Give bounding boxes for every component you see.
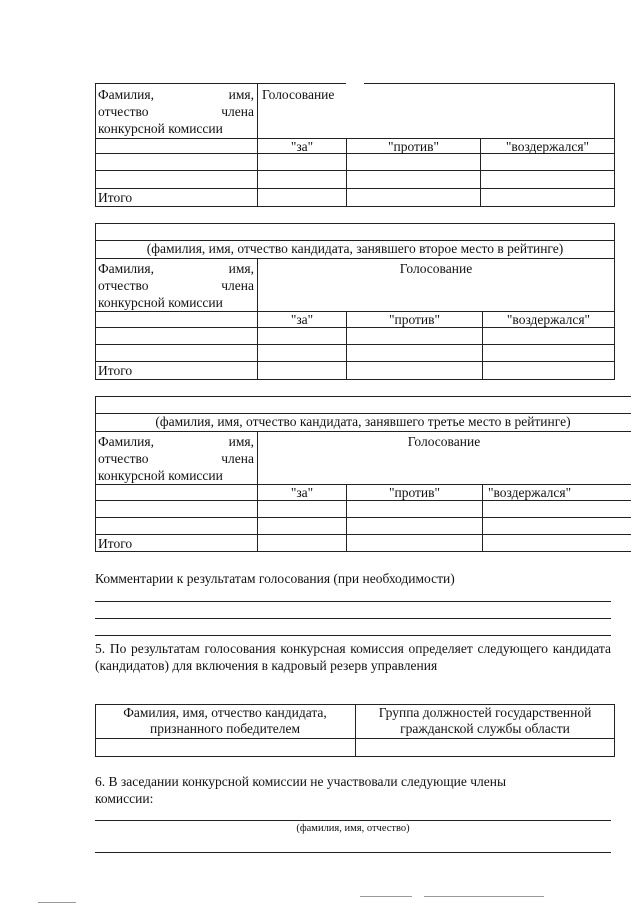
signature-line [95, 820, 611, 821]
comment-line [95, 618, 611, 619]
member-header-word: отчество [98, 104, 149, 119]
voting-label: Голосование [262, 87, 335, 102]
candidate-2-caption: (фамилия, имя, отчество кандидата, занявшего второе место в рейтинге) [146, 241, 564, 256]
vote-abstain-header: "воздержался" [505, 139, 590, 154]
total-label: Итого [98, 363, 133, 378]
comment-line [95, 635, 611, 636]
member-header-word: Фамилия, [98, 261, 154, 276]
section-6-text: 6. В заседании конкурсной комиссии не участвовали следующие члены комиссии: [95, 774, 507, 806]
member-header-word: члена [221, 451, 254, 466]
section-5-text: 5. По результатам голосования конкурсная комиссия определяет следующего кандидата (кандидатов) для включения в кадровый резерв управления [95, 641, 611, 673]
member-header-word: Фамилия, [98, 434, 154, 449]
scan-artifact [360, 896, 412, 897]
vote-for-header: "за" [290, 312, 314, 327]
member-header-line: конкурсной комиссии [98, 295, 223, 310]
voting-label: Голосование [399, 261, 473, 276]
member-header-word: имя, [228, 434, 254, 449]
member-header-word: имя, [228, 261, 254, 276]
member-header-word: Фамилия, [98, 87, 154, 102]
scan-artifact [424, 896, 544, 897]
vote-abstain-header: "воздержался" [506, 312, 591, 327]
scan-artifact [38, 902, 76, 903]
total-label: Итого [98, 190, 133, 205]
position-group-header: Группа должностей государственной гражданской службы области [378, 705, 592, 736]
vote-against-header: "против" [388, 312, 441, 327]
vote-abstain-header: "воздержался" [488, 485, 572, 500]
comment-line [95, 601, 611, 602]
member-header-word: имя, [228, 87, 254, 102]
member-header-word: члена [221, 278, 254, 293]
member-header-word: отчество [98, 278, 149, 293]
fio-caption: (фамилия, имя, отчество) [296, 823, 410, 834]
member-header-line: конкурсной комиссии [98, 121, 223, 136]
signature-line [95, 852, 611, 853]
comments-label: Комментарии к результатам голосования (при необходимости) [95, 571, 455, 586]
member-header-line: конкурсной комиссии [98, 468, 223, 483]
winner-name-header: Фамилия, имя, отчество кандидата, признанного победителем [123, 705, 327, 736]
member-header-word: отчество [98, 451, 149, 466]
voting-label: Голосование [407, 434, 481, 449]
vote-against-header: "против" [388, 485, 441, 500]
vote-for-header: "за" [290, 139, 314, 154]
member-header-word: члена [221, 104, 254, 119]
candidate-3-caption: (фамилия, имя, отчество кандидата, занявшего третье место в рейтинге) [155, 414, 571, 429]
vote-for-header: "за" [290, 485, 314, 500]
total-label: Итого [98, 536, 133, 551]
vote-against-header: "против" [387, 139, 440, 154]
